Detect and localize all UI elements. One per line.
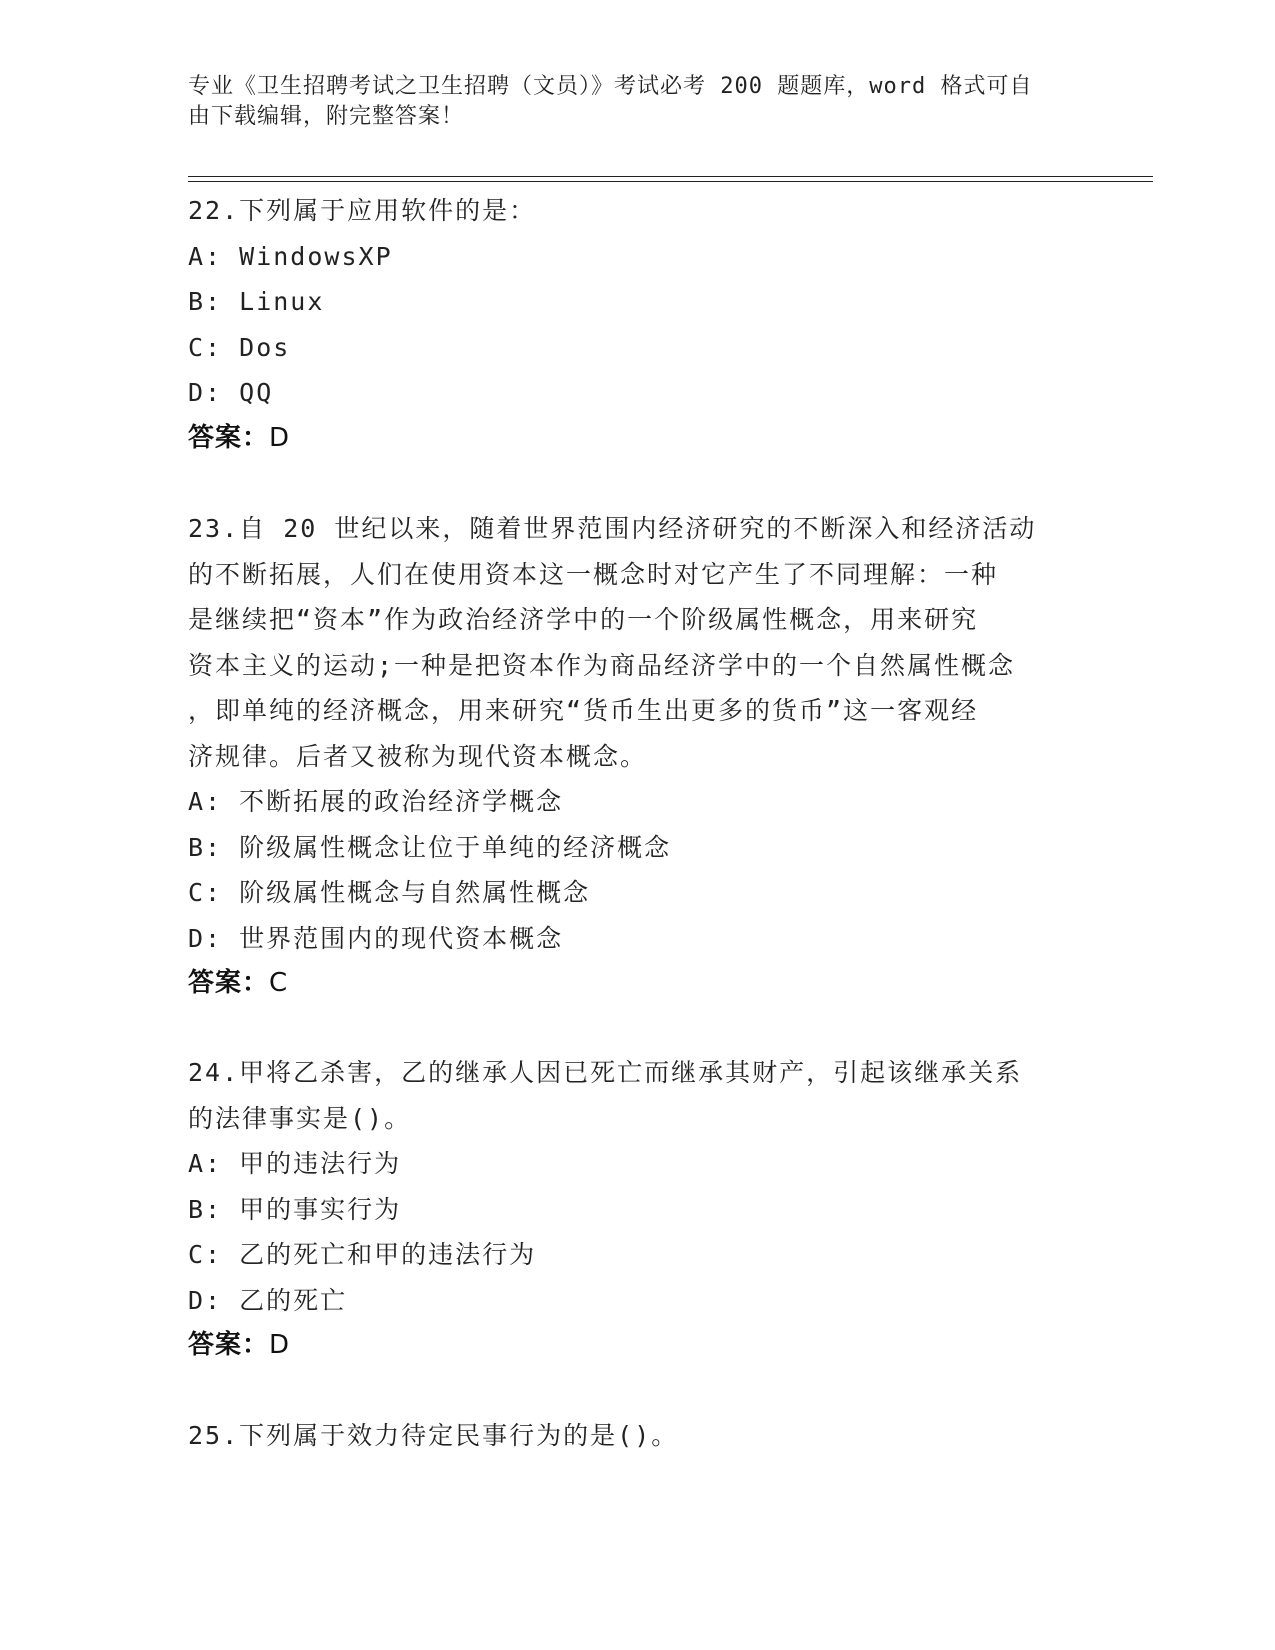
answer-label: 答案： [188,968,270,998]
option-a: A: 不断拓展的政治经济学概念 [188,787,564,816]
option-b: B: 阶级属性概念让位于单纯的经济概念 [188,832,672,862]
option-d: D: QQ [188,378,274,407]
option-c: C: 乙的死亡和甲的违法行为 [188,1240,537,1269]
answer-value: D [269,422,291,453]
question-stem [188,188,1078,234]
answer-label: 答案： [188,422,270,453]
stem-line: 济规律。后者又被称为现代资本概念。 [188,741,648,771]
stem-line: 的法律事实是()。 [188,1103,412,1133]
option-d: D: 乙的死亡 [188,1285,348,1315]
header-line-1: 专业《卫生招聘考试之卫生招聘（文员）》考试必考 200 题题库，word 格式可自 [188,74,1033,99]
option-a: A: 甲的违法行为 [188,1149,402,1178]
stem-line: 22.下列属于应用软件的是： [188,196,537,225]
stem-line: 24.甲将乙杀害，乙的继承人因已死亡而继承其财产，引起该继承关系 [188,1058,1023,1087]
question-25 [188,1413,1078,1459]
option-d: D: 世界范围内的现代资本概念 [188,923,564,953]
stem-line: 资本主义的运动;一种是把资本作为商品经济学中的一个自然属性概念 [188,650,1016,680]
question-22 [188,188,1078,461]
option-b: B: Linux [188,287,325,316]
question-24 [188,1050,1078,1369]
stem-line: 25.下列属于效力待定民事行为的是()。 [188,1421,679,1450]
option-a: A: WindowsXP [188,241,393,271]
document-header [188,72,1068,132]
stem-line: 是继续把“资本”作为政治经济学中的一个阶级属性概念，用来研究 [188,605,979,634]
stem-line: 23.自 20 世纪以来，随着世界范围内经济研究的不断深入和经济活动 [188,514,1037,543]
header-line-2: 由下载编辑，附完整答案！ [188,104,465,129]
answer-value: C [269,968,289,998]
question-stem [188,1413,1078,1459]
answer-value: D [269,1330,291,1360]
question-23 [188,506,1078,1007]
answer-line [188,961,1078,1007]
option-c: C: 阶级属性概念与自然属性概念 [188,878,591,907]
header-divider-top [188,176,1153,177]
option-b: B: 甲的事实行为 [188,1194,402,1224]
question-stem [188,1050,1078,1141]
question-stem [188,506,1078,779]
header-divider-bottom [188,181,1153,182]
stem-line: ，即单纯的经济概念，用来研究“货币生出更多的货币”这一客观经 [188,696,979,725]
answer-label: 答案： [188,1330,270,1360]
stem-line: 的不断拓展，人们在使用资本这一概念时对它产生了不同理解：一种 [188,559,999,589]
answer-line [188,1323,1078,1369]
option-c: C: Dos [188,332,291,362]
answer-line [188,416,1078,462]
